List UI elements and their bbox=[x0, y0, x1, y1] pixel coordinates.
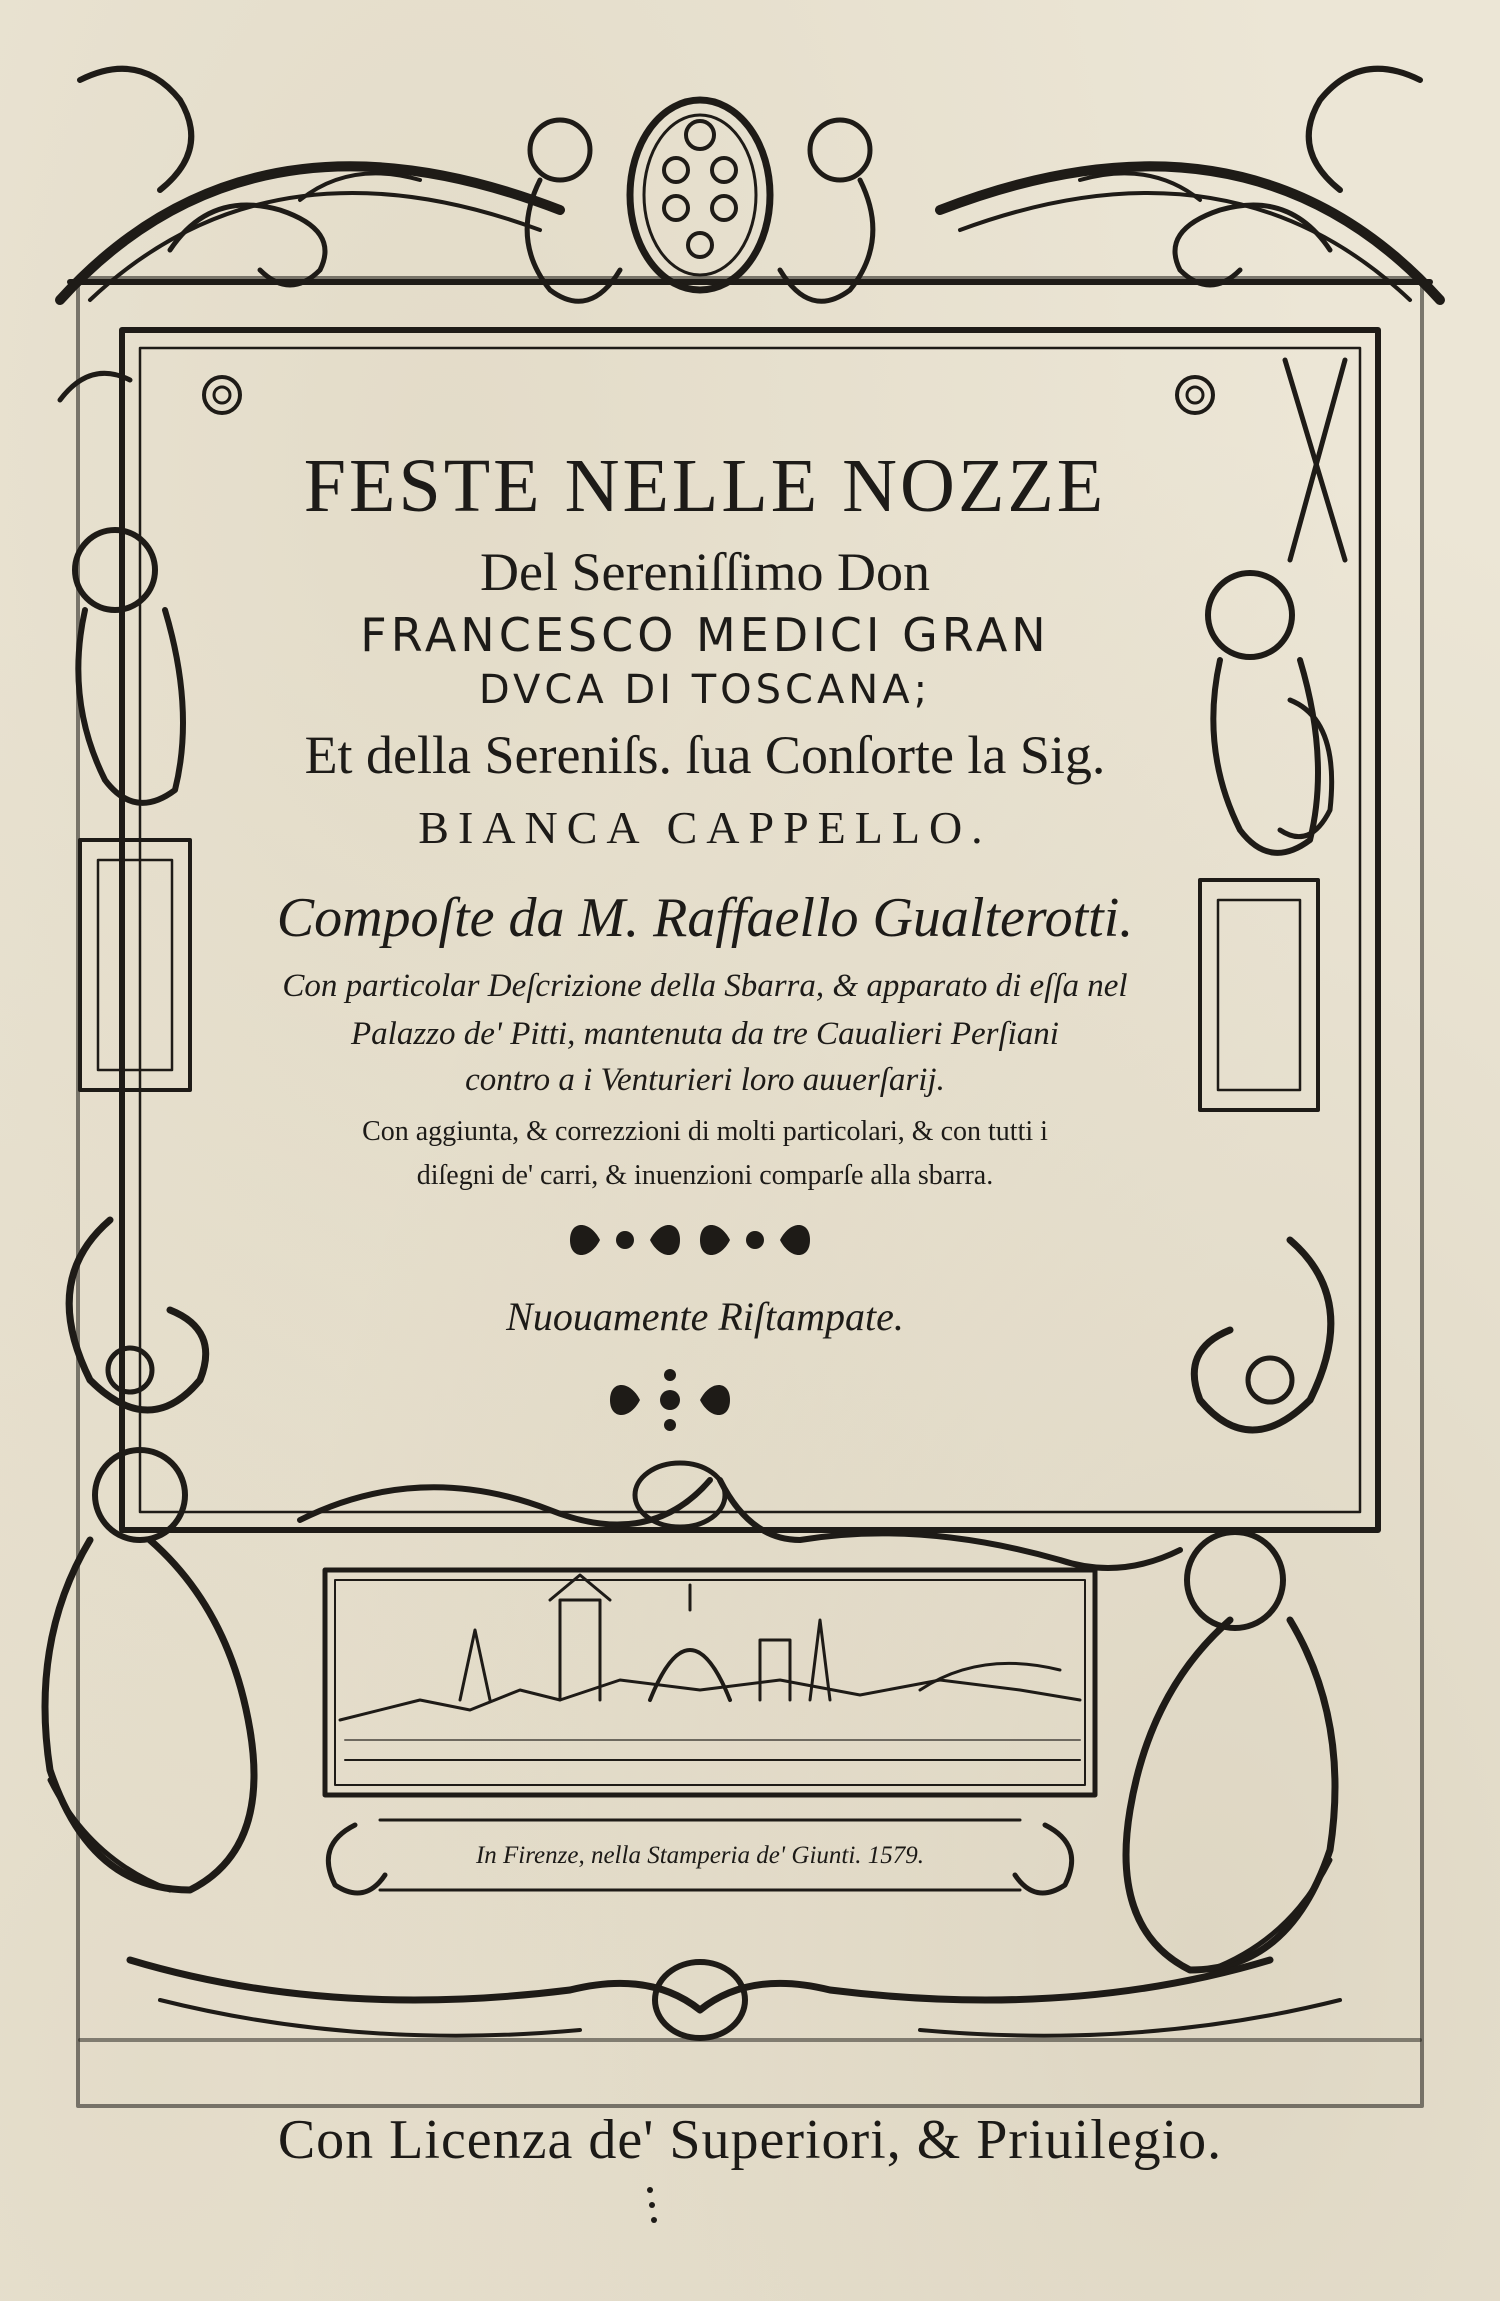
title-line-2: Del Sereniſſimo Don bbox=[480, 542, 930, 602]
license-line: Con Licenza de' Superiori, & Priuilegio. bbox=[277, 2109, 1223, 2171]
description-line-3: contro a i Venturieri loro auuerſarij. bbox=[465, 1062, 945, 1098]
title-line-4: DVCA DI TOSCANA; bbox=[478, 667, 932, 713]
title-line-3: FRANCESCO MEDICI GRAN bbox=[360, 608, 1050, 662]
author-line: Compoſte da M. Raffaello Gualterotti. bbox=[276, 887, 1134, 949]
title-line-5: Et della Sereniſs. ſua Conſorte la Sig. bbox=[304, 725, 1106, 785]
addition-line-2: diſegni de' carri, & inuenzioni comparſe alla sbarra. bbox=[416, 1160, 994, 1191]
addition-line-1: Con aggiunta, & correzzioni di molti particolari, & con tutti i bbox=[362, 1116, 1048, 1147]
description-line-2: Palazzo de' Pitti, mantenuta da tre Caualieri Perſiani bbox=[351, 1016, 1059, 1052]
reprint-note: Nuouamente Riſtampate. bbox=[506, 1294, 904, 1339]
imprint-line: In Firenze, nella Stamperia de' Giunti. 1579. bbox=[475, 1842, 925, 1869]
title-line-6: BIANCA CAPPELLO. bbox=[418, 802, 992, 853]
title-line-1: FESTE NELLE NOZZE bbox=[303, 444, 1107, 528]
description-line-1: Con particolar Deſcrizione della Sbarra, & apparato di eſſa nel bbox=[282, 968, 1128, 1004]
